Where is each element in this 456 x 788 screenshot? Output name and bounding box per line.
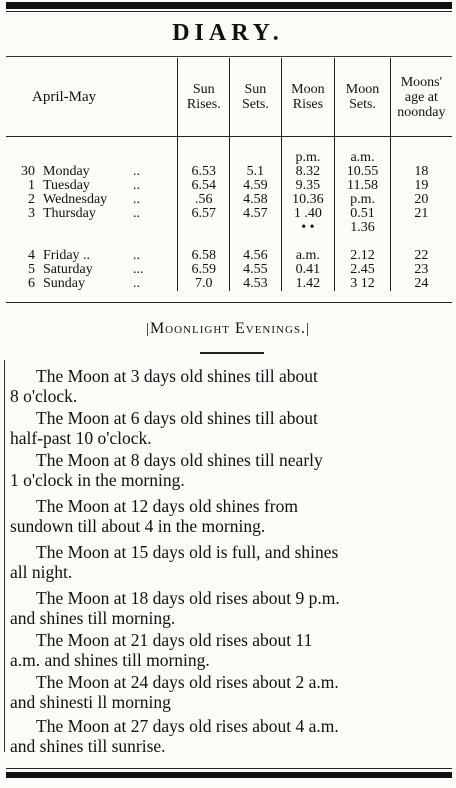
moon-rises-cell: a.m. [281, 249, 335, 263]
paragraph-line: 8 o'clock. [10, 386, 78, 406]
leader-dots: .. [133, 164, 140, 179]
day-cell [6, 221, 178, 235]
moon-sets-cell: 2.45 [335, 263, 391, 277]
gap-cell [178, 235, 230, 249]
day-cell [6, 165, 178, 179]
day-number: 5 [28, 262, 35, 277]
table-row [6, 179, 452, 193]
top-thin-rule [6, 11, 452, 12]
sun-rises-cell: 7.0 [178, 277, 230, 291]
paragraph [10, 672, 450, 712]
paragraph-line: The Moon at 6 days old shines till about [36, 408, 318, 428]
moon-rises-header [281, 58, 335, 137]
sun-sets-cell: 4.55 [230, 263, 281, 277]
sun-rises-cell: .56 [178, 193, 230, 207]
sun-sets-cell: 4.59 [230, 179, 281, 193]
sep-cell [390, 137, 452, 152]
sun-rises-header [178, 58, 230, 137]
sun-sets-header [230, 58, 281, 137]
title-rule [6, 56, 452, 57]
leader-dots: .. [133, 248, 140, 263]
moon-rises-cell: 1.42 [281, 277, 335, 291]
paragraph-line: sundown till about 4 in the morning. [10, 516, 266, 536]
day-name: Wednesday [43, 192, 108, 207]
moon-sets-cell: 11.58 [335, 179, 391, 193]
moon-sets-header-line1: Moon [345, 82, 380, 97]
paragraph-line: The Moon at 3 days old shines till about [36, 366, 318, 386]
paragraph-line: all night. [10, 562, 73, 582]
sun-sets-cell: 5.1 [230, 165, 281, 179]
left-column-rule [4, 360, 5, 752]
moon-rises-header-line1: Moon [291, 82, 325, 97]
paragraph [10, 366, 450, 406]
paragraph-line: The Moon at 27 days old rises about 4 a.m. [36, 716, 339, 736]
section-rule [200, 352, 264, 354]
moon-rises-cell: 9.35 [281, 179, 335, 193]
table-header-row [6, 58, 452, 137]
paragraph-line: and shinesti ll morning [10, 692, 171, 712]
sep-cell [178, 137, 230, 152]
paragraph [10, 542, 450, 582]
sep-cell [6, 137, 178, 152]
day-cell [6, 193, 178, 207]
moon-rises-cell: p.m. [281, 151, 335, 165]
moon-sets-cell: 10.55 [335, 165, 391, 179]
moon-age-header-line1: Moons' [400, 74, 443, 90]
moon-rises-cell: 1 .40 [281, 207, 335, 221]
moon-rises-cell: 8.32 [281, 165, 335, 179]
gap-cell [6, 235, 178, 249]
moon-age-header-line2: age at [404, 89, 438, 105]
paragraph [10, 496, 450, 536]
paragraph-line: The Moon at 21 days old rises about 11 [36, 630, 313, 650]
leader-dots: .. [133, 206, 140, 221]
sep-cell [335, 137, 391, 152]
moon-sets-cell: a.m. [335, 151, 391, 165]
section-heading-open-bar: | [145, 321, 150, 337]
sun-rises-cell: 6.54 [178, 179, 230, 193]
sun-sets-header-line2: Sets. [241, 97, 269, 112]
sun-sets-cell [230, 151, 281, 165]
paragraph [10, 408, 450, 448]
paragraph [10, 588, 450, 628]
sun-sets-cell [230, 221, 281, 235]
sun-rises-cell: 6.53 [178, 165, 230, 179]
table-row [6, 221, 452, 235]
header-separator [6, 137, 452, 152]
day-cell [6, 277, 178, 291]
gap-cell [335, 235, 391, 249]
paragraph-line: a.m. and shines till morning. [10, 650, 210, 670]
section-heading-text: Moonlight Evenings. [149, 320, 307, 337]
moon-age-header-line3: noonday [397, 104, 446, 120]
moon-sets-header [335, 58, 391, 137]
leader-dots: .. [133, 276, 140, 291]
sun-sets-header-line1: Sun [244, 82, 267, 97]
paragraph-line: and shines till sunrise. [10, 736, 166, 756]
sun-rises-cell [178, 221, 230, 235]
gap-cell [281, 235, 335, 249]
month-header-label: April-May [32, 88, 97, 105]
section-heading-close-bar: | [306, 321, 311, 337]
day-name: Friday .. [43, 248, 91, 263]
table-row [6, 207, 452, 221]
moon-sets-cell: 2.12 [335, 249, 391, 263]
day-number: 3 [28, 206, 35, 221]
day-name: Sunday [43, 276, 85, 291]
moon-age-cell: 18 [390, 165, 452, 179]
day-cell [6, 179, 178, 193]
moon-age-cell: 21 [390, 207, 452, 221]
day-cell [6, 207, 178, 221]
month-header [6, 58, 178, 137]
moon-age-cell: 22 [390, 249, 452, 263]
moon-rises-cell: 10.36 [281, 193, 335, 207]
moon-age-header [390, 58, 452, 137]
moon-age-cell: 20 [390, 193, 452, 207]
moon-sets-header-line2: Sets. [349, 97, 376, 112]
page-title: DIARY. [172, 20, 284, 46]
top-thick-rule [6, 2, 452, 9]
section-heading [0, 320, 456, 338]
bottom-thin-rule [6, 768, 452, 769]
row-gap [6, 235, 452, 249]
moon-sets-cell: 1.36 [335, 221, 391, 235]
table-bottom-rule [6, 302, 452, 303]
table-row [6, 193, 452, 207]
day-number: 2 [28, 192, 35, 207]
day-number: 4 [28, 248, 35, 263]
table-row [6, 165, 452, 179]
table-row [6, 151, 452, 165]
leader-dots: .. [133, 178, 140, 193]
sep-cell [281, 137, 335, 152]
sun-sets-cell: 4.58 [230, 193, 281, 207]
sun-rises-cell [178, 151, 230, 165]
moon-rises-header-line2: Rises [292, 97, 324, 112]
paragraph-line: The Moon at 15 days old is full, and shines [36, 542, 339, 562]
sun-sets-cell: 4.57 [230, 207, 281, 221]
moon-sets-cell: p.m. [335, 193, 391, 207]
sun-rises-cell: 6.59 [178, 263, 230, 277]
sun-rises-header-line1: Sun [192, 82, 215, 97]
leader-dots: .. [133, 192, 140, 207]
day-number: 1 [28, 178, 35, 193]
moon-age-cell: 23 [390, 263, 452, 277]
paragraph [10, 450, 450, 490]
sun-rises-cell: 6.57 [178, 207, 230, 221]
paragraph-line: The Moon at 18 days old rises about 9 p.m. [36, 588, 340, 608]
sun-sets-cell: 4.53 [230, 277, 281, 291]
almanac-table [6, 58, 452, 291]
sun-sets-cell: 4.56 [230, 249, 281, 263]
moon-rises-cell: • • [281, 221, 335, 235]
leader-dots: ... [133, 262, 144, 277]
day-cell [6, 151, 178, 165]
paragraph-line: half-past 10 o'clock. [10, 428, 152, 448]
day-name: Monday [43, 164, 90, 179]
moon-sets-cell: 3 12 [335, 277, 391, 291]
day-name: Tuesday [43, 178, 90, 193]
day-name: Saturday [43, 262, 93, 277]
bottom-thick-rule [6, 772, 452, 778]
day-cell [6, 249, 178, 263]
moon-sets-cell: 0.51 [335, 207, 391, 221]
table-row [6, 277, 452, 291]
paragraph-line: The Moon at 24 days old rises about 2 a.m. [36, 672, 339, 692]
moon-age-cell: 24 [390, 277, 452, 291]
paragraph-line: The Moon at 12 days old shines from [36, 496, 298, 516]
paragraph-line: 1 o'clock in the morning. [10, 470, 185, 490]
day-cell [6, 263, 178, 277]
gap-cell [390, 235, 452, 249]
moon-age-cell [390, 151, 452, 165]
moon-rises-cell: 0.41 [281, 263, 335, 277]
paragraph [10, 716, 450, 756]
paragraph [10, 630, 450, 670]
day-number: 6 [28, 276, 35, 291]
gap-cell [230, 235, 281, 249]
table-row [6, 249, 452, 263]
paragraph-line: The Moon at 8 days old shines till nearly [36, 450, 323, 470]
sun-rises-cell: 6.58 [178, 249, 230, 263]
moon-age-cell: 19 [390, 179, 452, 193]
day-name: Thursday [43, 206, 96, 221]
moon-age-cell [390, 221, 452, 235]
day-number: 30 [21, 164, 35, 179]
sun-rises-header-line2: Rises. [186, 97, 221, 112]
paragraph-line: and shines till morning. [10, 608, 176, 628]
table-row [6, 263, 452, 277]
sep-cell [230, 137, 281, 152]
